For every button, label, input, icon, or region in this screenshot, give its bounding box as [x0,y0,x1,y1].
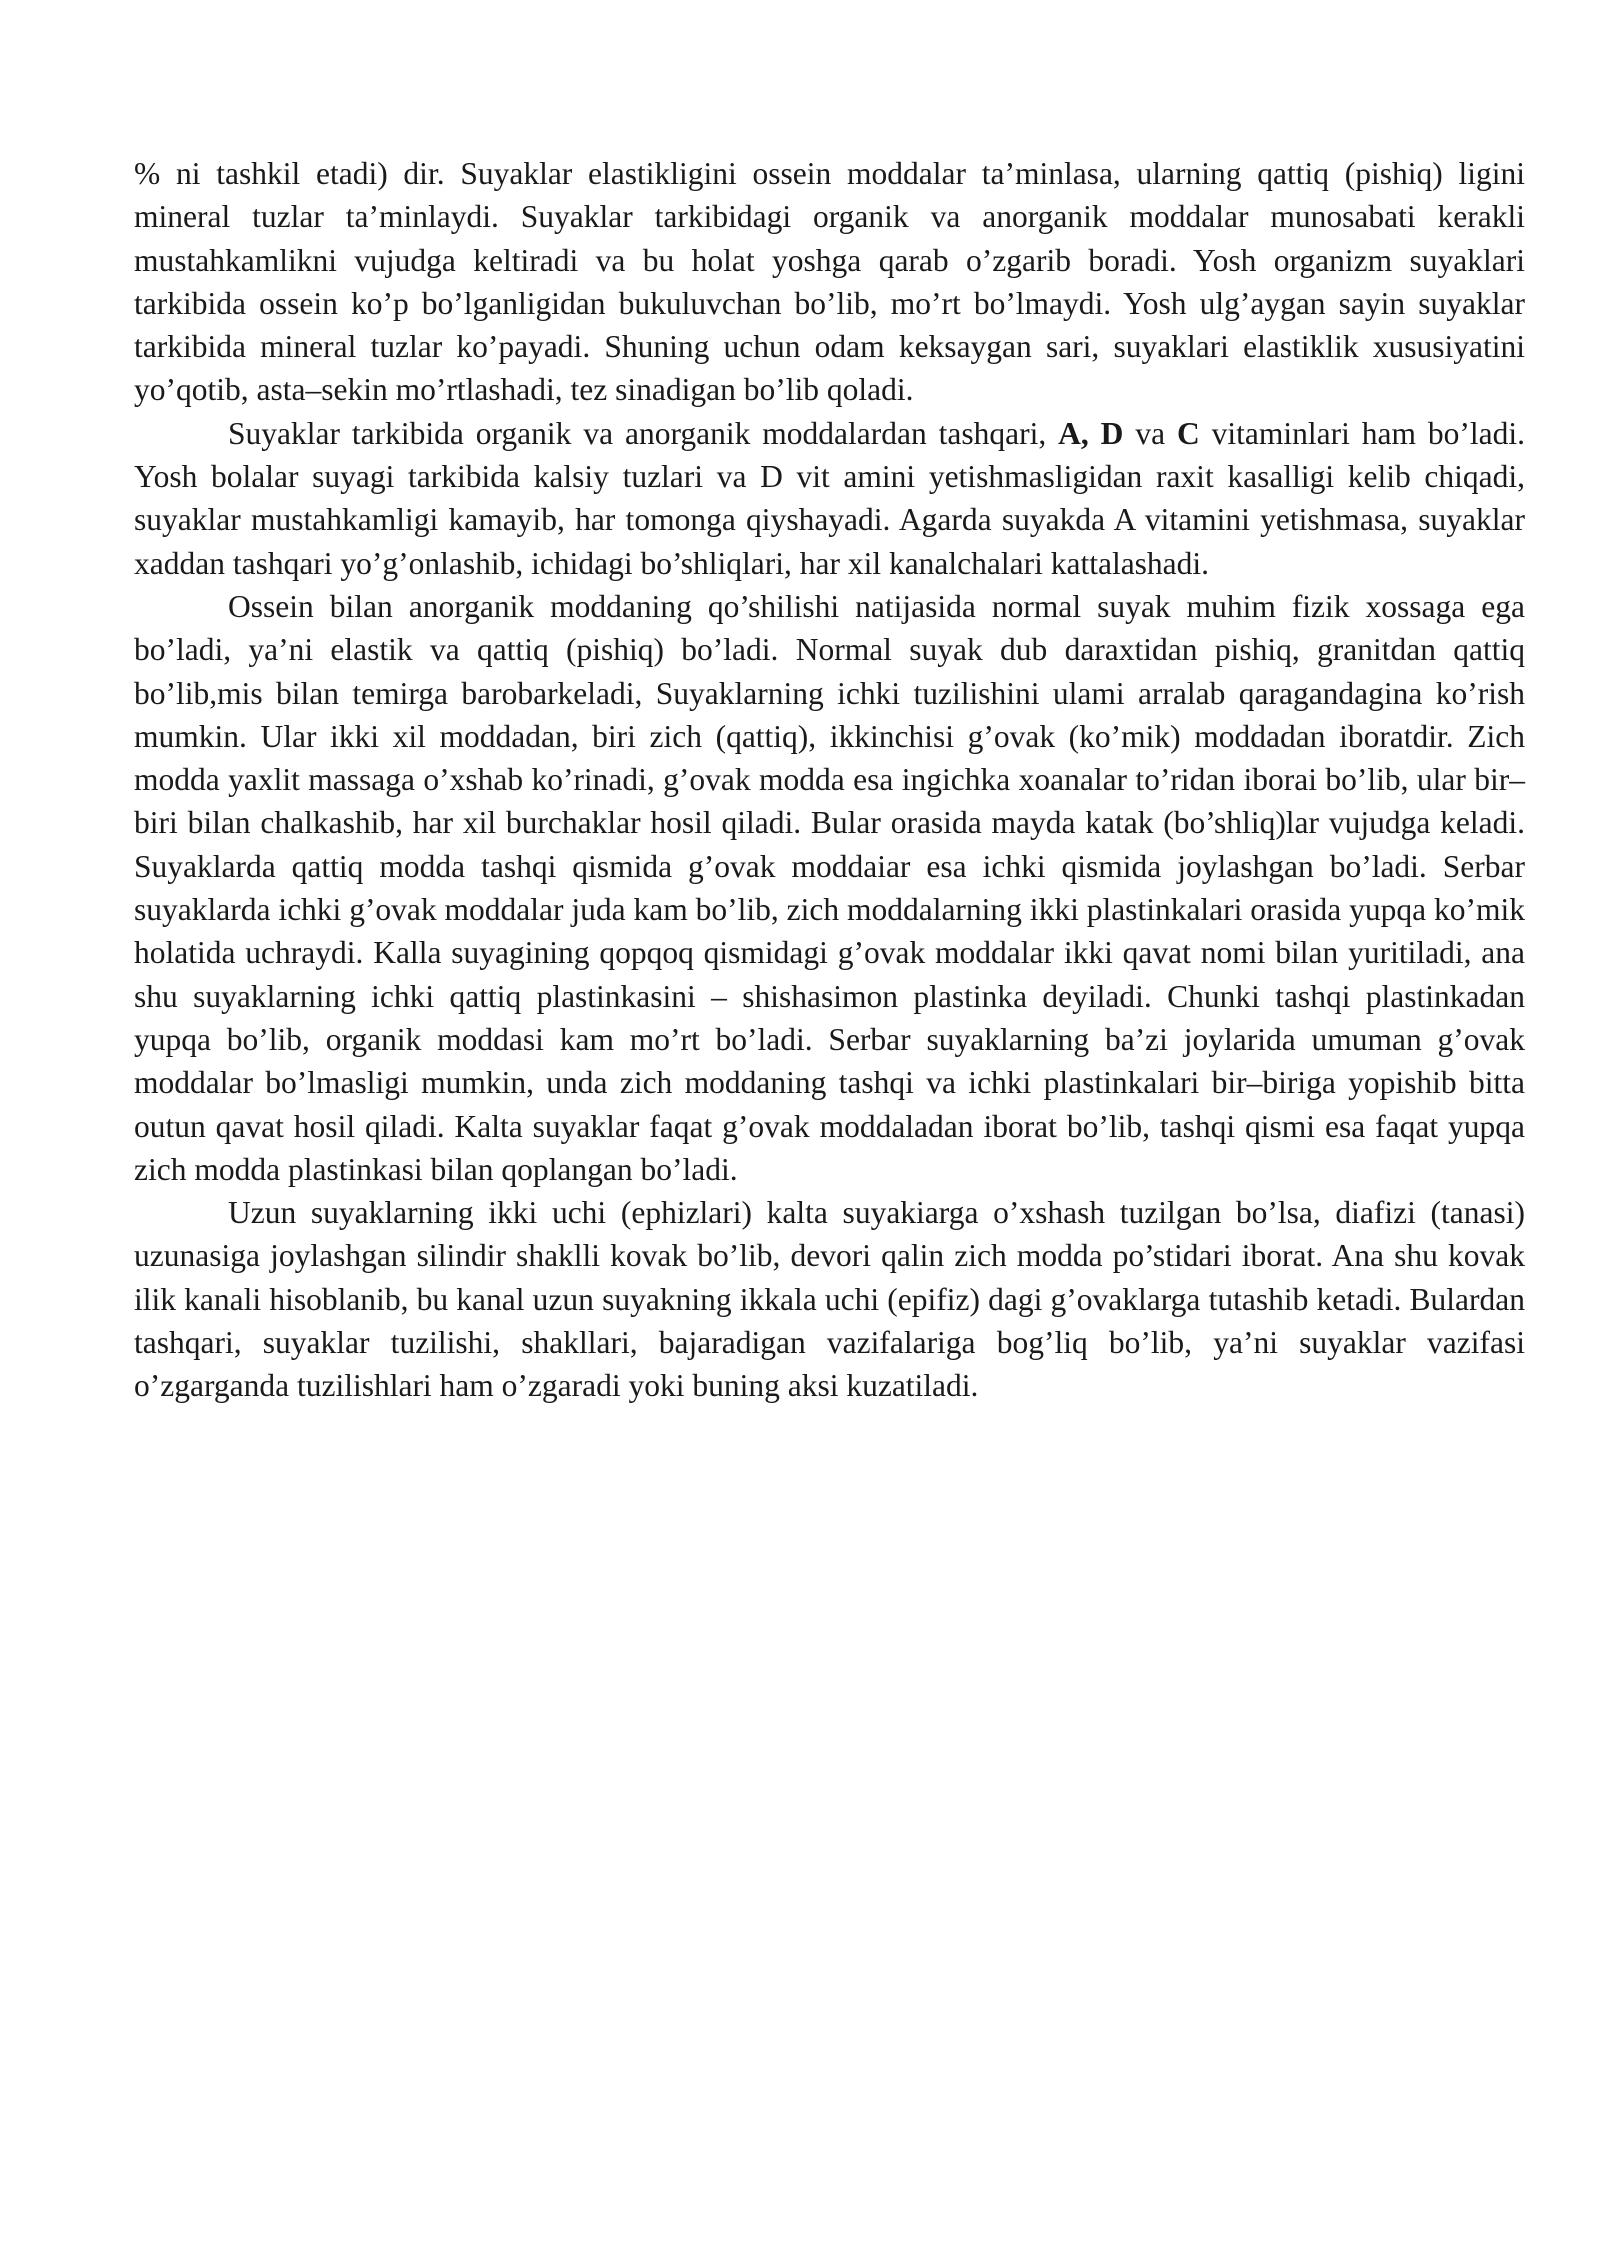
vitamins-a-d: A, D [1058,415,1124,451]
paragraph-3: Ossein bilan anorganik moddaning qo’shilishi natijasida normal suyak muhim fizik xossaga ega bo’ladi, ya’ni elastik va qattiq (pishiq) bo’ladi. Normal suyak dub daraxtidan pishiq, granitdan qattiq bo’lib,mis bilan temirga barobarkeladi, Suyaklarning ichki tuzilishini ulami arralab qaragandagina ko’rish mumkin. Ular ikki xil moddadan, biri zich (qattiq), ikkinchisi g’ovak (ko’mik) moddadan iboratdir. Zich modda yaxlit massaga o’xshab ko’rinadi, g’ovak modda esa ingichka xoanalar to’ridan iborai bo’lib, ular bir–biri bilan chalkashib, har xil burchaklar hosil qiladi. Bular orasida mayda katak (bo’shliq)lar vujudga keladi. Suyaklarda qattiq modda tashqi qismida g’ovak moddaiar esa ichki qismida joylashgan bo’ladi. Serbar suyaklarda ichki g’ovak moddalar juda kam bo’lib, zich moddalarning ikki plastinkalari orasida yupqa ko’mik holatida uchraydi. Kalla suyagining qopqoq qismidagi g’ovak moddalar ikki qavat nomi bilan yuritiladi, ana shu suyaklarning ichki qattiq plastinkasini – shishasimon plastinka deyiladi. Chunki tashqi plastinkadan yupqa bo’lib, organik moddasi kam mo’rt bo’ladi. Serbar suyaklarning ba’zi joylarida umuman g’ovak moddalar bo’lmasligi mumkin, unda zich moddaning tashqi va ichki plastinkalari bir–biriga yopishib bitta outun qavat hosil qiladi. Kalta suyaklar faqat g’ovak moddaladan iborat bo’lib, tashqi qismi esa faqat yupqa zich modda plastinkasi bilan qoplangan bo’ladi. [134,588,1525,1187]
paragraph-2-text-mid: va [1123,415,1177,451]
paragraph-1: % ni tashkil etadi) dir. Suyaklar elastikligini ossein moddalar ta’minlasa, ularning qattiq (pishiq) ligini mineral tuzlar ta’minlaydi. Suyaklar tarkibidagi organik va anorganik moddalar munosabati kerakli mustahkamlikni vujudga keltiradi va bu holat yoshga qarab o’zgarib boradi. Yosh organizm suyaklari tarkibida ossein ko’p bo’lganligidan bukuluvchan bo’lib, mo’rt bo’lmaydi. Yosh ulg’aygan sayin suyaklar tarkibida mineral tuzlar ko’payadi. Shuning uchun odam keksaygan sari, suyaklari elastiklik xususiyatini yo’qotib, asta–sekin mo’rtlashadi, tez sinadigan bo’lib qoladi. [134,156,1525,408]
vitamin-c: C [1176,415,1200,451]
body-text [134,152,1525,1408]
paragraph-2-text-before: Suyaklar tarkibida organik va anorganik moddalardan tashqari, [228,415,1059,451]
paragraph-2 [134,412,1525,585]
paragraph-4: Uzun suyaklarning ikki uchi (ephizlari) kalta suyakiarga o’xshash tuzilgan bo’lsa, diafizi (tanasi) uzunasiga joylashgan silindir shaklli kovak bo’lib, devori qalin zich modda po’stidari iborat. Ana shu kovak ilik kanali hisoblanib, bu kanal uzun suyakning ikkala uchi (epifiz) dagi g’ovaklarga tutashib ketadi. Bulardan tashqari, suyaklar tuzilishi, shakllari, bajaradigan vazifalariga bog’liq bo’lib, ya’ni suyaklar vazifasi o’zgarganda tuzilishlari ham o’zgaradi yoki buning aksi kuzatiladi. [134,1195,1525,1404]
paragraph-2-text-after: vitaminlari ham bo’ladi. Yosh bolalar suyagi tarkibida kalsiy tuzlari va D vit amini yetishmasligidan raxit kasalligi kelib chiqadi, suyaklar mustahkamligi kamayib, har tomonga qiyshayadi. Agarda suyakda A vitamini yetishmasa, suyaklar xaddan tashqari yo’g’onlashib, ichidagi bo’shliqlari, har xil kanalchalari kattalashadi. [134,415,1526,581]
